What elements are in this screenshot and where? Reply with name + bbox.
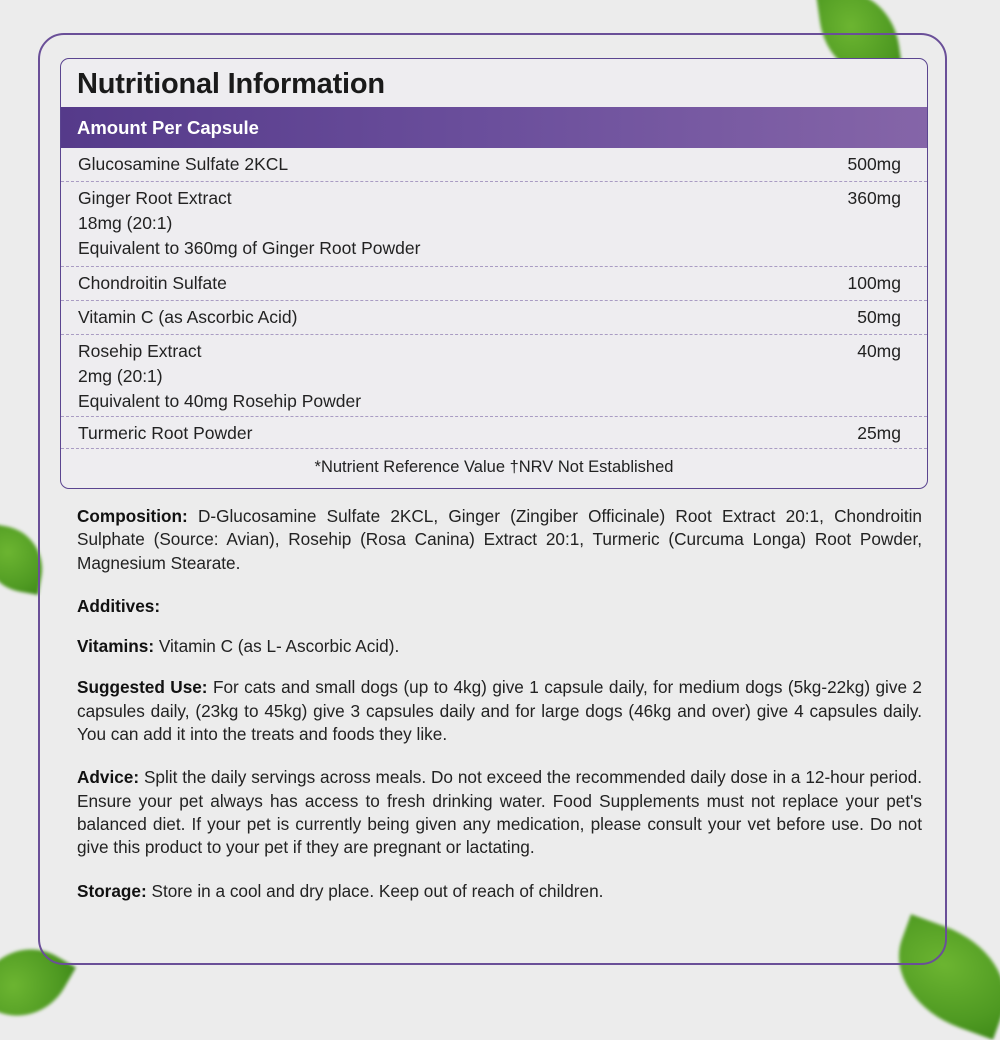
table-header: Amount Per Capsule [61,107,927,148]
table-row [61,417,927,449]
table-row [61,267,927,301]
composition-paragraph [77,505,922,575]
row-amount: 360mg [847,188,901,208]
table-row [61,335,927,417]
advice-paragraph [77,766,922,859]
row-detail: Equivalent to 40mg Rosehip Powder [78,391,362,411]
table-footnote: *Nutrient Reference Value †NRV Not Established [314,458,674,476]
suggested-use-paragraph [77,676,922,746]
row-amount: 40mg [857,341,901,361]
row-name: Ginger Root Extract [78,188,232,208]
table-row [61,301,927,335]
row-name: Rosehip Extract [78,341,202,361]
composition-label: Composition: [77,506,188,526]
row-name: Turmeric Root Powder [78,423,253,443]
storage-paragraph [77,880,922,903]
row-detail: Equivalent to 360mg of Ginger Root Powder [78,238,421,258]
suggested-use-text: For cats and small dogs (up to 4kg) give 1 capsule daily, for medium dogs (5kg-22kg) give 2 capsules daily, (23kg to 45kg) give 3 capsules daily and for large dogs (46kg and over) give 4 capsules daily. You can add it into the treats and foods they like. [77,677,922,745]
vitamins-label: Vitamins: [77,636,155,657]
row-amount: 100mg [847,273,901,293]
table-row [61,148,927,182]
vitamins-paragraph [77,635,922,658]
table-title: Nutritional Information [77,68,385,100]
row-detail: 18mg (20:1) [78,213,173,233]
row-name: Vitamin C (as Ascorbic Acid) [78,307,298,327]
vitamins-text: Vitamin C (as L- Ascorbic Acid). [154,636,400,657]
row-amount: 25mg [857,423,901,443]
row-detail: 2mg (20:1) [78,366,163,386]
table-row [61,182,927,267]
advice-label: Advice: [77,767,140,788]
storage-label: Storage: [77,880,147,901]
row-amount: 500mg [847,154,901,174]
product-details [77,505,922,923]
suggested-use-label: Suggested Use: [77,677,208,698]
storage-text: Store in a cool and dry place. Keep out of reach of children. [146,880,604,901]
row-amount: 50mg [857,307,901,327]
additives-label: Additives: [77,595,161,616]
row-name: Glucosamine Sulfate 2KCL [78,154,289,174]
composition-text: D-Glucosamine Sulfate 2KCL, Ginger (Zingiber Officinale) Root Extract 20:1, Chondroitin Sulphate (Source: Avian), Rosehip (Rosa Canina) Extract 20:1, Turmeric (Curcuma Longa) Root Powder, Magnesium Stearate. [77,506,922,573]
nutrition-table [60,58,928,489]
additives-paragraph [77,595,922,618]
advice-text: Split the daily servings across meals. Do not exceed the recommended daily dose in a 12-hour period. Ensure your pet always has access to fresh drinking water. Food Supplements must not replace your pet's balanced diet. If your pet is currently being given any medication, please consult your vet before use. Do not give this product to your pet if they are pregnant or lactating. [77,767,922,858]
row-name: Chondroitin Sulfate [78,273,227,293]
